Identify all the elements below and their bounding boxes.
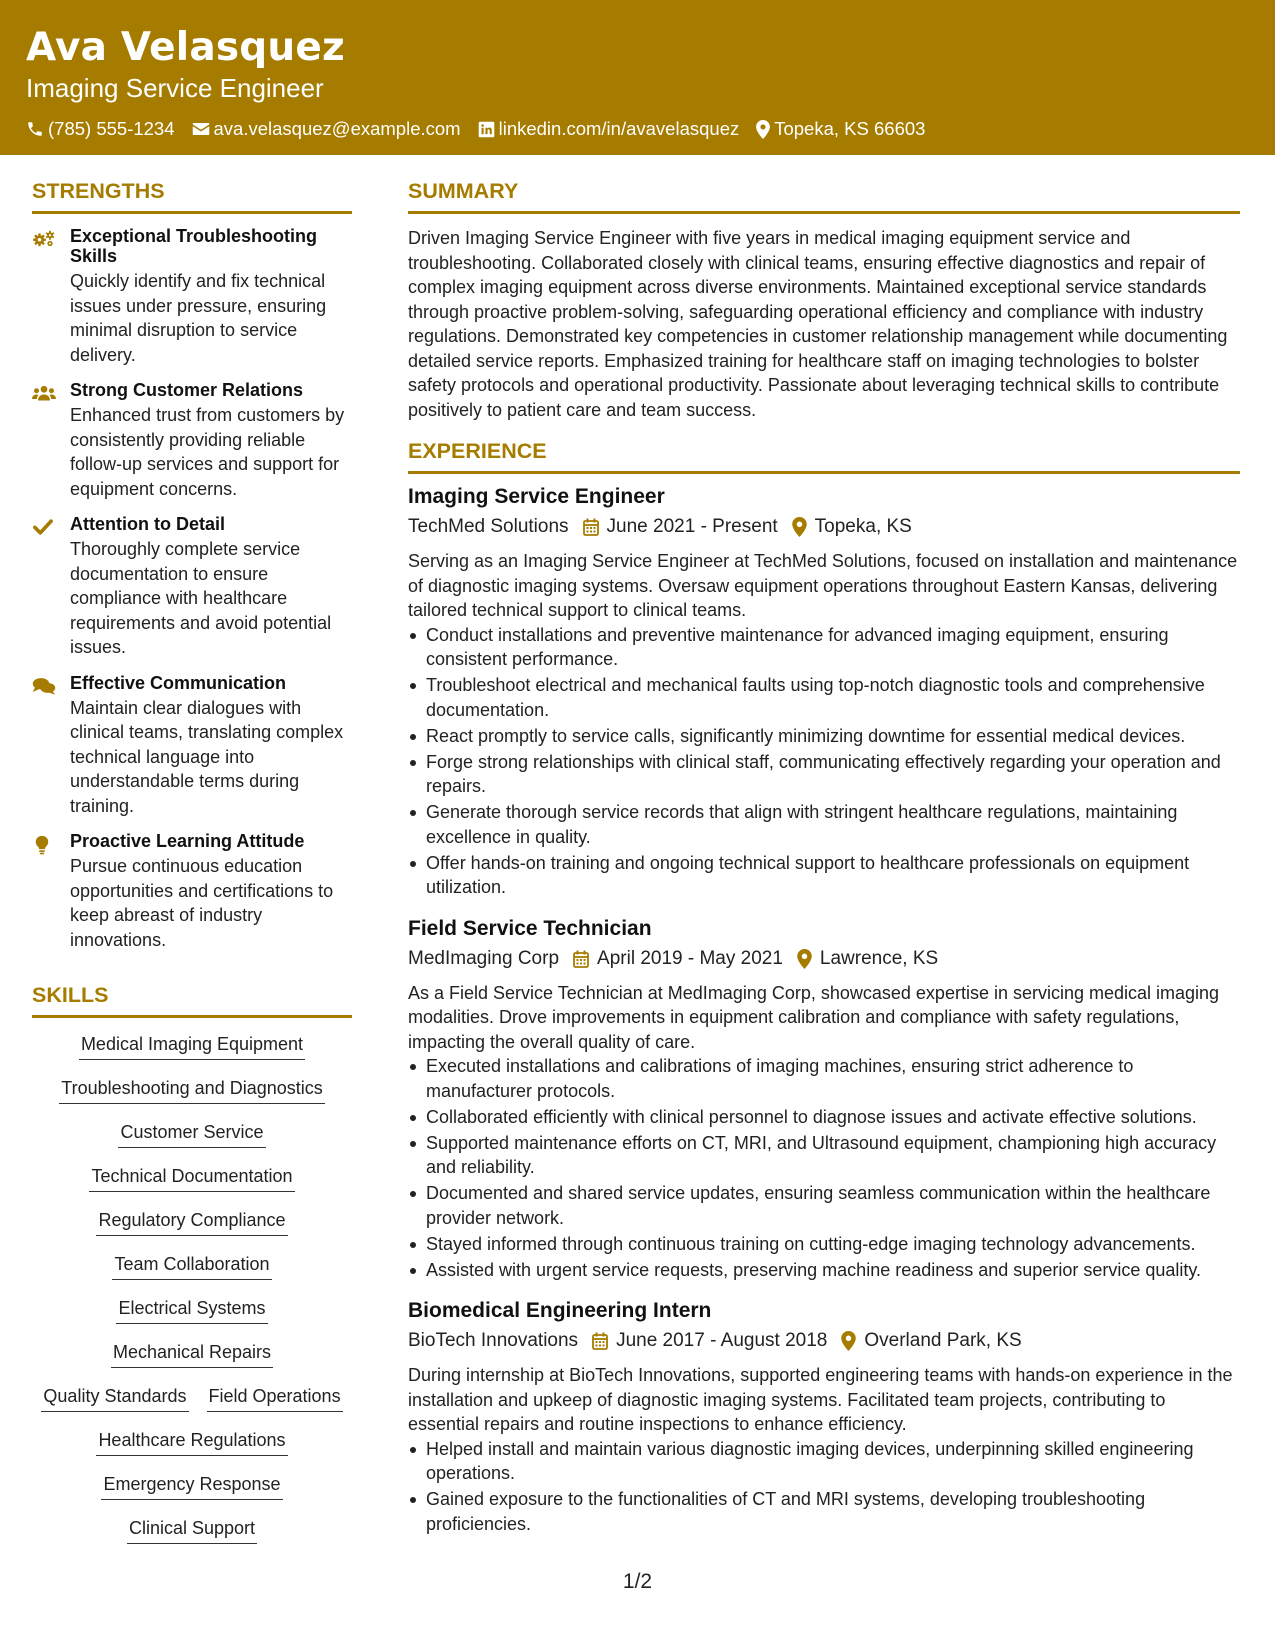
gears-icon (32, 226, 70, 367)
bullet-item: Executed installations and calibrations of imaging machines, ensuring strict adherence to manufacturer protocols. (408, 1054, 1240, 1103)
contact-phone (26, 117, 175, 141)
job-company: TechMed Solutions (408, 516, 569, 537)
strengths-heading: STRENGTHS (32, 176, 352, 214)
check-icon (32, 514, 70, 660)
job-location: Overland Park, KS (864, 1330, 1022, 1351)
bullet-item: Collaborated efficiently with clinical personnel to diagnose issues and activate effective solutions. (408, 1105, 1240, 1130)
skills-list (32, 1032, 352, 1560)
bullet-item: Conduct installations and preventive maintenance for advanced imaging equipment, ensuring consistent performance. (408, 623, 1240, 672)
phone-icon (26, 120, 44, 138)
job-location: Lawrence, KS (819, 947, 939, 969)
strength-desc: Maintain clear dialogues with clinical teams, translating complex technical language into understandable terms during training. (70, 697, 344, 816)
linkedin-link[interactable]: linkedin.com/in/avavelasquez (498, 118, 740, 139)
skill-tag: Electrical Systems (116, 1296, 267, 1324)
bullet-item: Forge strong relationships with clinical staff, communicating effectively regarding your operation and repairs. (408, 750, 1240, 799)
candidate-title: Imaging Service Engineer (26, 73, 324, 103)
job-dates: June 2017 - August 2018 (616, 1330, 828, 1351)
bullet-item: Helped install and maintain various diagnostic imaging devices, underpinning skilled engineering operations. (408, 1437, 1240, 1486)
experience-heading: EXPERIENCE (408, 436, 1240, 474)
skill-tag: Technical Documentation (89, 1164, 294, 1192)
skill-tag: Troubleshooting and Diagnostics (59, 1076, 325, 1104)
skill-tag: Team Collaboration (112, 1252, 271, 1280)
strength-title: Proactive Learning Attitude (70, 831, 305, 851)
job-company: BioTech Innovations (408, 1330, 579, 1351)
contact-linkedin[interactable] (478, 117, 740, 141)
skills-heading: SKILLS (32, 980, 352, 1018)
strength-item (32, 226, 352, 367)
strength-item (32, 673, 352, 819)
skill-tag: Customer Service (118, 1120, 265, 1148)
job-meta (408, 944, 1240, 974)
strengths-list (32, 226, 352, 952)
job-title: Imaging Service Engineer (408, 485, 665, 508)
resume-header (0, 0, 1275, 155)
bullet-item: React promptly to service calls, significantly minimizing downtime for essential medical devices. (408, 724, 1240, 749)
bullet-item: Troubleshoot electrical and mechanical faults using top-notch diagnostic tools and comprehensive documentation. (408, 673, 1240, 722)
skill-tag: Regulatory Compliance (96, 1208, 287, 1236)
strength-item (32, 831, 352, 952)
calendar-icon (592, 1332, 608, 1350)
map-pin-icon (792, 517, 807, 537)
job-entry (408, 1296, 1240, 1536)
strength-desc: Thoroughly complete service documentation to ensure compliance with healthcare requirements and avoid potential issues. (70, 539, 332, 657)
calendar-icon (573, 950, 589, 968)
skill-tag: Healthcare Regulations (96, 1428, 287, 1456)
strength-item (32, 380, 352, 501)
summary-text: Driven Imaging Service Engineer with five years in medical imaging equipment service and troubleshooting. Collaborated closely with clinical teams, ensuring effective diagnostics and repair of complex imaging equipment across diverse environments. Maintained exceptional service standards through proactive problem-solving, safeguarding operational efficiency and compliance with industry regulations. Demonstrated key competencies in customer relationship management while documenting detailed service reports. Emphasized training for healthcare staff on imaging technologies to bolster safety protocols and operational productivity. Passionate about leveraging technical skills to contribute positively to patient care and team success. (408, 228, 1228, 420)
right-column (408, 176, 1240, 1538)
strength-title: Attention to Detail (70, 514, 225, 534)
strength-title: Strong Customer Relations (70, 380, 304, 400)
job-description: During internship at BioTech Innovations, supported engineering teams with hands-on experience in the installation and upkeep of diagnostic imaging systems. Facilitated team projects, contributing to essential repairs and routine inspections to enhance efficiency. (408, 1365, 1233, 1434)
skill-tag: Field Operations (207, 1384, 343, 1412)
job-meta (408, 512, 1240, 542)
contact-email[interactable] (192, 117, 461, 141)
bullet-item: Assisted with urgent service requests, preserving machine readiness and superior service quality. (408, 1258, 1240, 1283)
strength-title: Effective Communication (70, 672, 287, 693)
strength-title: Exceptional Troubleshooting Skills (70, 226, 318, 266)
job-entry (408, 482, 1240, 900)
job-company: MedImaging Corp (408, 947, 560, 969)
summary-heading: SUMMARY (408, 176, 1240, 214)
job-title: Field Service Technician (408, 916, 652, 940)
job-location: Topeka, KS (814, 516, 912, 537)
job-bullets (408, 1437, 1240, 1537)
left-column (32, 176, 352, 1560)
page-number: 1/2 (622, 1570, 653, 1593)
contact-location (756, 117, 925, 141)
job-dates: April 2019 - May 2021 (597, 947, 783, 969)
users-icon (32, 380, 70, 501)
job-meta (408, 1326, 1240, 1356)
skill-tag: Clinical Support (127, 1516, 257, 1544)
strength-desc: Pursue continuous education opportunities and certifications to keep abreast of industry innovations. (70, 856, 334, 950)
email-link[interactable]: ava.velasquez@example.com (213, 118, 461, 139)
skill-tag: Emergency Response (101, 1472, 282, 1500)
strength-desc: Enhanced trust from customers by consistently providing reliable follow-up services and support for equipment concerns. (70, 405, 345, 499)
job-description: Serving as an Imaging Service Engineer at TechMed Solutions, focused on installation and maintenance of diagnostic imaging systems. Oversaw equipment operations throughout Eastern Kansas, delivering tailored technical support to clinical teams. (408, 551, 1238, 620)
bullet-item: Gained exposure to the functionalities of CT and MRI systems, developing troubleshooting proficiencies. (408, 1487, 1240, 1536)
skill-tag: Quality Standards (41, 1384, 188, 1412)
bullet-item: Offer hands-on training and ongoing technical support to healthcare professionals on equipment utilization. (408, 851, 1240, 900)
linkedin-icon (478, 121, 495, 138)
map-pin-icon (797, 949, 812, 969)
bullet-item: Stayed informed through continuous training on cutting-edge imaging technology advancements. (408, 1232, 1240, 1257)
calendar-icon (583, 518, 599, 536)
lightbulb-icon (32, 831, 70, 952)
bullet-item: Supported maintenance efforts on CT, MRI, and Ultrasound equipment, championing high accuracy and reliability. (408, 1131, 1240, 1180)
skill-tag: Mechanical Repairs (111, 1340, 273, 1368)
map-pin-icon (756, 120, 770, 139)
phone-text: (785) 555-1234 (48, 118, 175, 139)
location-text: Topeka, KS 66603 (774, 118, 926, 139)
bullet-item: Documented and shared service updates, ensuring seamless communication within the healthcare provider network. (408, 1181, 1240, 1230)
job-entry (408, 914, 1240, 1283)
comments-icon (32, 673, 70, 819)
skill-tag: Medical Imaging Equipment (79, 1032, 305, 1060)
candidate-name: Ava Velasquez (26, 25, 345, 70)
map-pin-icon (841, 1331, 856, 1351)
strength-desc: Quickly identify and fix technical issues under pressure, ensuring minimal disruption to service delivery. (70, 271, 327, 365)
job-title: Biomedical Engineering Intern (408, 1299, 712, 1322)
bullet-item: Generate thorough service records that align with stringent healthcare regulations, maintaining excellence in quality. (408, 800, 1240, 849)
job-description: As a Field Service Technician at MedImaging Corp, showcased expertise in servicing medical imaging modalities. Drove improvements in equipment calibration and compliance with safety regulations, impacting the overall quality of care. (408, 982, 1220, 1052)
job-bullets (408, 623, 1240, 900)
envelope-icon (192, 121, 210, 137)
strength-item (32, 514, 352, 660)
job-dates: June 2021 - Present (606, 516, 778, 537)
job-bullets (408, 1054, 1240, 1282)
contact-bar (26, 117, 1275, 141)
